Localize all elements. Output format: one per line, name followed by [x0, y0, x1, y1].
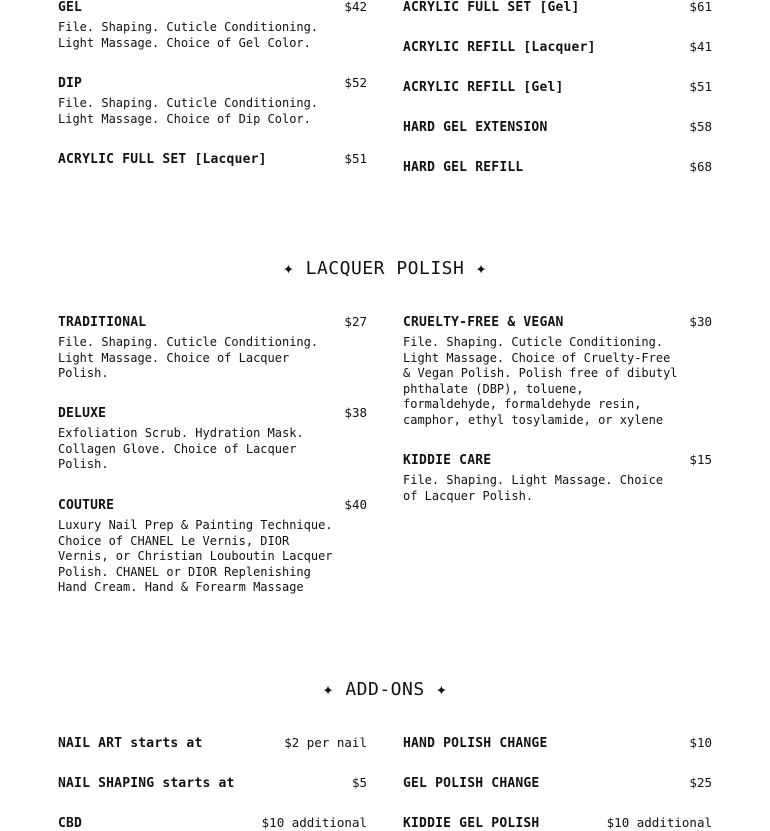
addon-item	[403, 775, 712, 791]
service-description: File. Shaping. Light Massage. Choice of Lacquer Polish.	[403, 473, 664, 503]
addon-name: CBD	[58, 816, 83, 831]
service-item	[403, 119, 712, 135]
lacquer-polish-heading: ✦ LACQUER POLISH ✦	[282, 258, 488, 279]
service-price: $51	[344, 151, 367, 166]
service-item	[403, 79, 712, 95]
lacquer-item-cruelty-free-vegan	[403, 314, 712, 429]
service-item-gel	[58, 0, 367, 51]
service-price: $30	[689, 314, 712, 329]
lacquer-item-traditional	[58, 314, 367, 382]
service-item	[403, 0, 712, 15]
service-description: File. Shaping. Cuticle Conditioning. Light Massage. Choice of Cruelty-Free & Vegan Polish. Polish free of dibutyl phthalate (DBP), toluene, formaldehyde, formaldehyde resin, camphor, ethyl tosylamide, or xylene	[403, 335, 678, 427]
service-name: ACRYLIC FULL SET [Gel]	[403, 0, 580, 15]
service-name: ACRYLIC FULL SET [Lacquer]	[58, 152, 267, 167]
addon-price: $10 additional	[261, 815, 367, 830]
addon-name: KIDDIE GEL POLISH	[403, 816, 540, 831]
service-name: TRADITIONAL	[58, 315, 147, 330]
service-description: File. Shaping. Cuticle Conditioning. Light Massage. Choice of Lacquer Polish.	[58, 335, 319, 381]
service-price: $27	[344, 314, 367, 329]
addon-item	[403, 735, 712, 751]
add-ons-heading: ✦ ADD-ONS ✦	[322, 679, 448, 700]
service-name: ACRYLIC REFILL [Lacquer]	[403, 40, 596, 55]
addon-name: HAND POLISH CHANGE	[403, 736, 548, 751]
service-name: HARD GEL EXTENSION	[403, 120, 548, 135]
service-description: Exfoliation Scrub. Hydration Mask. Collagen Glove. Choice of Lacquer Polish.	[58, 426, 304, 472]
lacquer-item-kiddie-care	[403, 452, 712, 504]
service-name: HARD GEL REFILL	[403, 160, 524, 175]
addon-name: NAIL ART starts at	[58, 736, 203, 751]
service-price: $58	[689, 119, 712, 134]
service-name: CRUELTY-FREE & VEGAN	[403, 315, 564, 330]
service-item	[403, 39, 712, 55]
service-description: Luxury Nail Prep & Painting Technique. Choice of CHANEL Le Vernis, DIOR Vernis, or Christian Louboutin Lacquer Polish. CHANEL or DIOR Replenishing Hand Cream. Hand & Forearm Massage	[58, 518, 333, 595]
addon-price: $5	[351, 775, 367, 790]
service-item	[403, 159, 712, 175]
lacquer-item-deluxe	[58, 405, 367, 473]
service-price: $40	[344, 497, 367, 512]
addon-item	[58, 775, 367, 791]
service-name: KIDDIE CARE	[403, 453, 492, 468]
service-description: File. Shaping. Cuticle Conditioning. Light Massage. Choice of Gel Color.	[58, 20, 319, 50]
service-price: $68	[689, 159, 712, 174]
service-item-dip	[58, 75, 367, 127]
service-name: ACRYLIC REFILL [Gel]	[403, 80, 564, 95]
addon-price: $2 per nail	[284, 735, 367, 750]
service-price: $52	[344, 75, 367, 90]
service-price: $51	[689, 79, 712, 94]
addon-price: $25	[689, 775, 712, 790]
service-name: DIP	[58, 76, 83, 91]
service-price: $61	[689, 0, 712, 14]
addon-item	[58, 735, 367, 751]
service-item-acrylic-full-lacquer	[58, 151, 367, 167]
addon-price: $10 additional	[606, 815, 712, 830]
addon-price: $10	[689, 735, 712, 750]
lacquer-item-couture	[58, 497, 367, 596]
addon-name: NAIL SHAPING starts at	[58, 776, 235, 791]
service-price: $15	[689, 452, 712, 467]
service-description: File. Shaping. Cuticle Conditioning. Light Massage. Choice of Dip Color.	[58, 96, 319, 126]
addon-name: GEL POLISH CHANGE	[403, 776, 540, 791]
service-name: COUTURE	[58, 498, 115, 513]
addon-item	[403, 815, 712, 831]
service-price: $38	[344, 405, 367, 420]
service-name: GEL	[58, 0, 83, 15]
service-name: DELUXE	[58, 406, 107, 421]
addon-item	[58, 815, 367, 831]
service-price: $41	[689, 39, 712, 54]
service-price: $42	[344, 0, 367, 14]
